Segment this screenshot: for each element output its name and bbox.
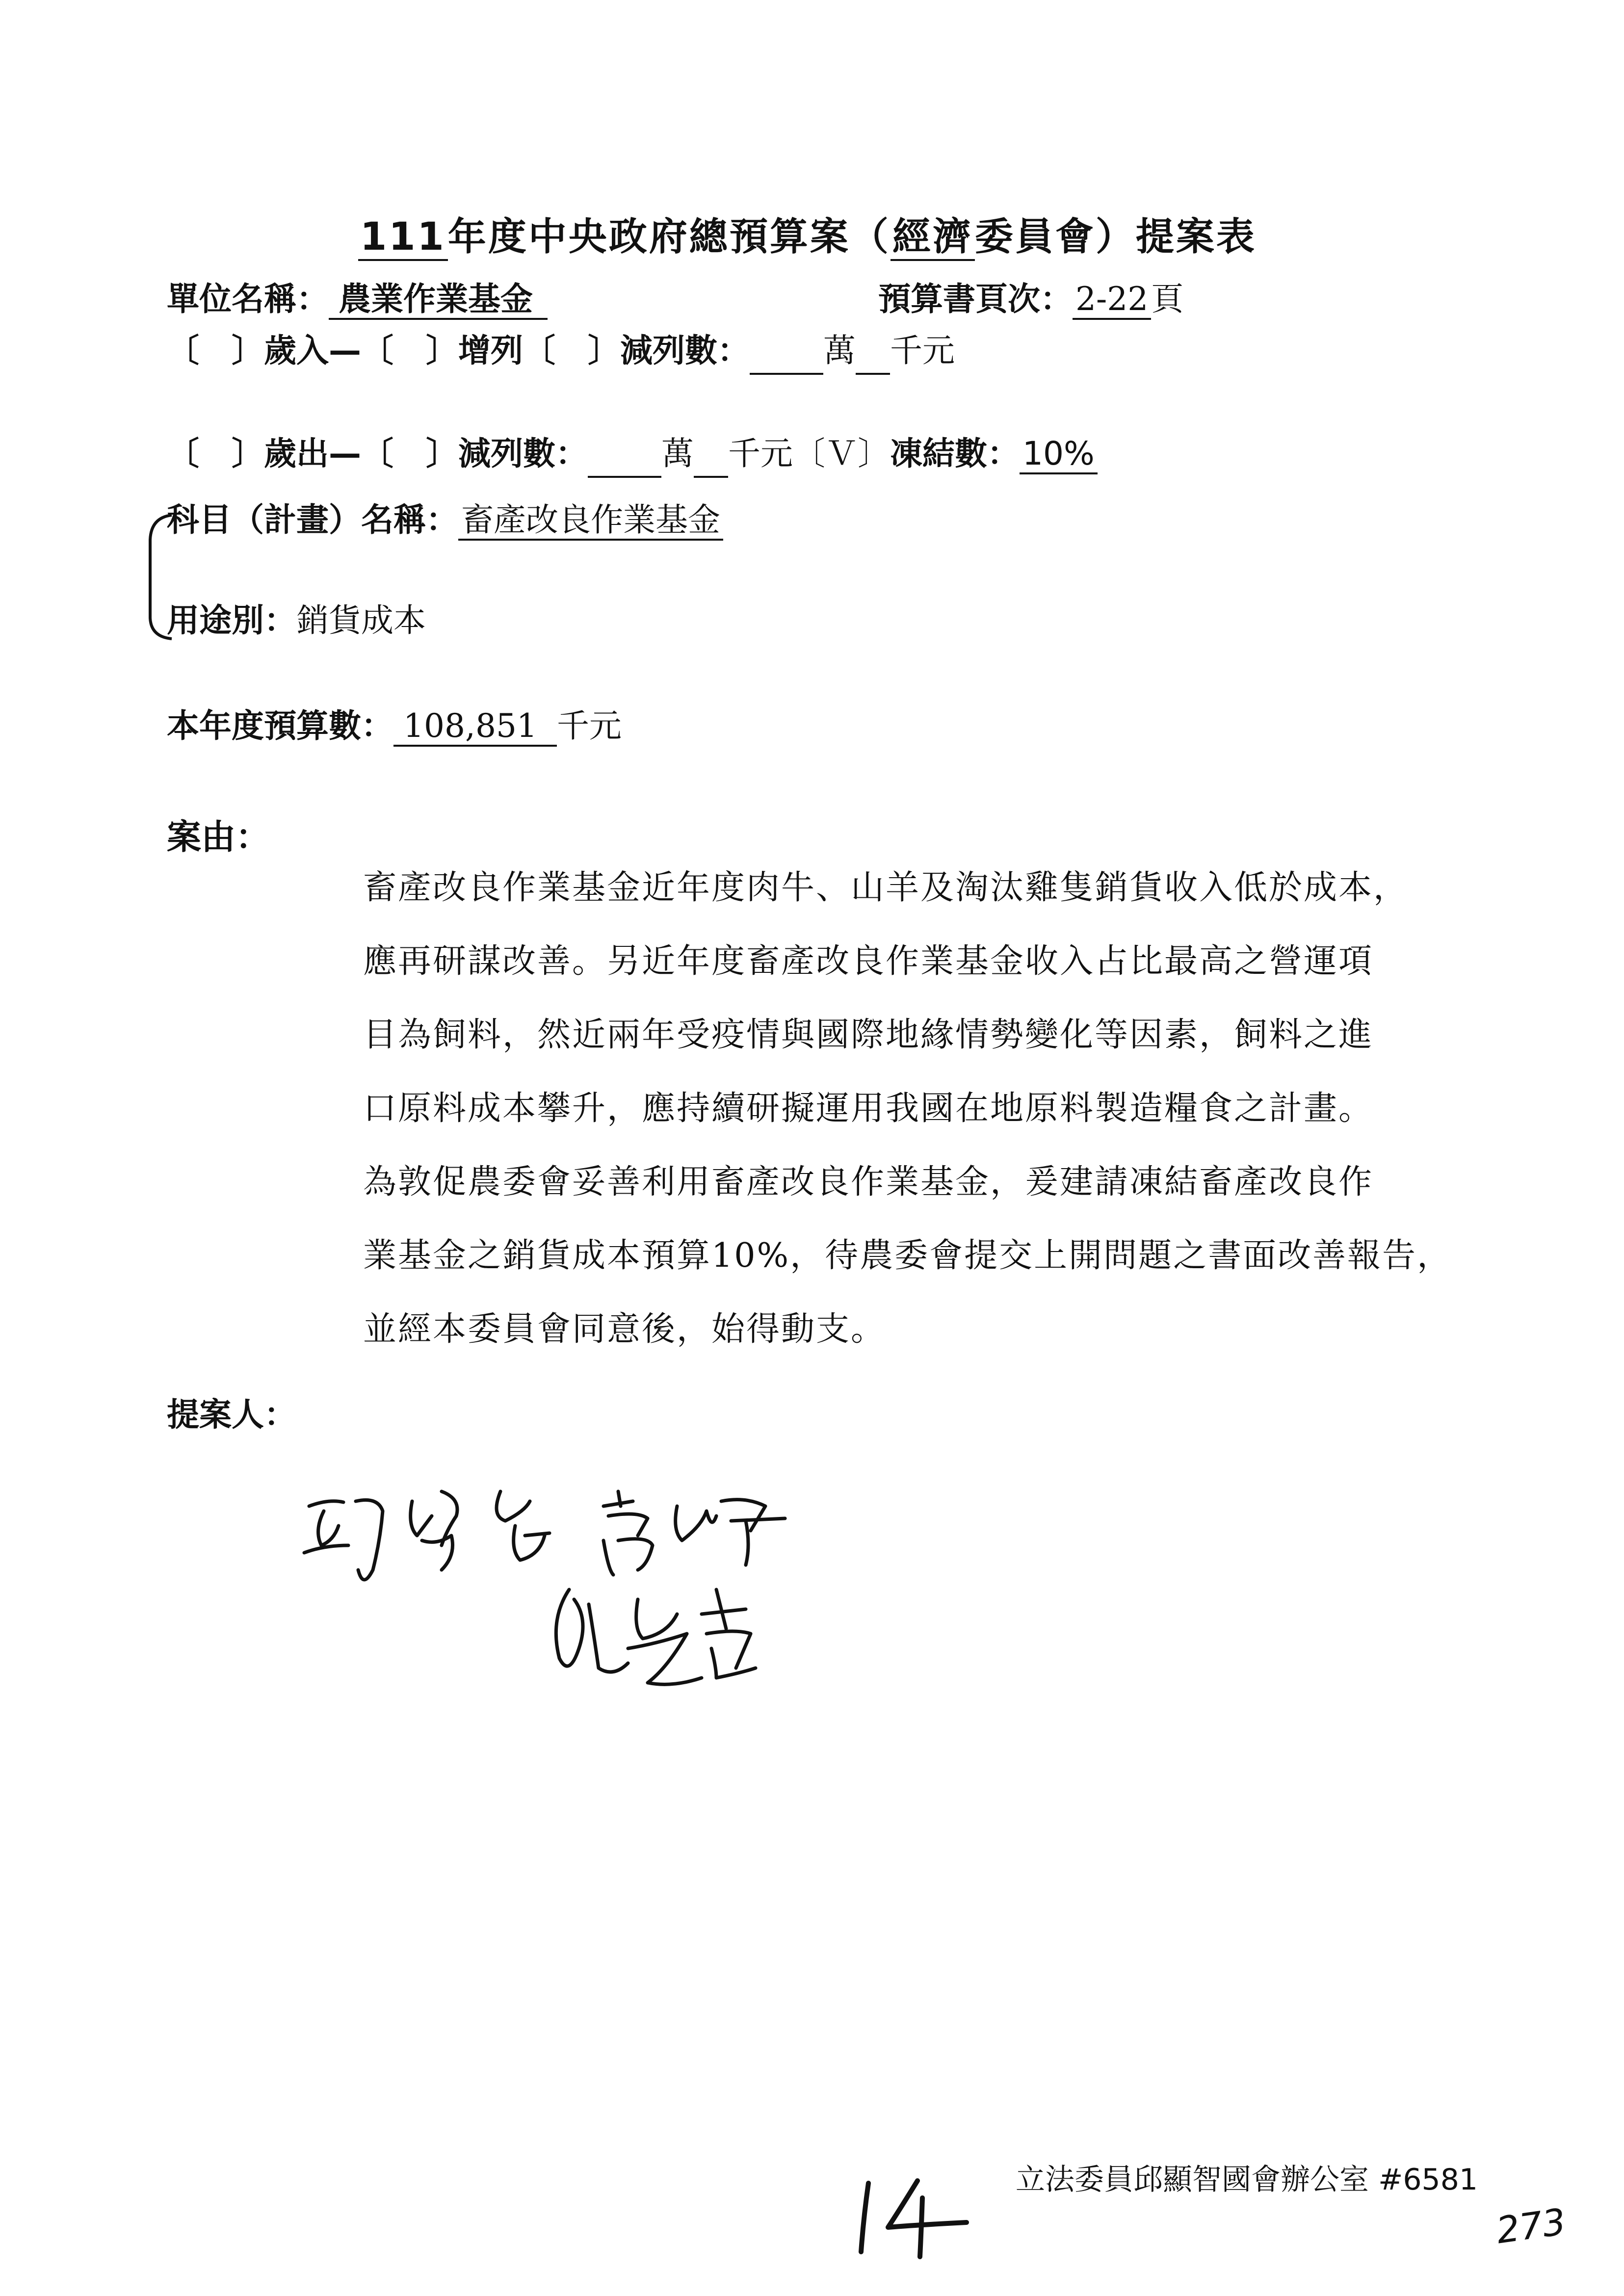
unit-row (167, 277, 548, 321)
revenue-text: 〔 〕歲入—〔 〕增列〔 〕減列數： (167, 332, 750, 369)
usage-row (167, 599, 426, 643)
office-footer: 立法委員邱顯智國會辦公室 #6581 (1016, 2163, 1478, 2197)
subject-row (167, 498, 723, 542)
reason-line: 目為飼料，然近兩年受疫情與國際地緣情勢變化等因素，飼料之進 (363, 1016, 1374, 1054)
title-part1: 年度中央政府總預算案（ (447, 215, 891, 259)
unit-label: 單位名稱： (167, 280, 329, 318)
usage-label: 用途別： (167, 601, 296, 639)
reason-line: 畜產改良作業基金近年度肉牛、山羊及淘汰雞隻銷貨收入低於成本， (363, 868, 1409, 907)
usage-value: 銷貨成本 (296, 601, 426, 639)
expense-qianyuan: 千元〔Ｖ〕 (728, 435, 890, 472)
expense-wan: 萬 (661, 435, 694, 472)
subject-value: 畜產改良作業基金 (458, 501, 723, 541)
budget-page-label: 預算書頁次： (878, 280, 1073, 318)
revenue-wan-blank (750, 329, 823, 375)
reason-line: 口原料成本攀升，應持續研擬運用我國在地原料製造糧食之計畫。 (363, 1089, 1374, 1128)
freeze-value: 10% (1020, 435, 1098, 474)
annual-budget-label: 本年度預算數： (167, 707, 393, 745)
proposer-label: 提案人： (167, 1396, 296, 1434)
reason-line: 為敦促農委會妥善利用畜產改良作業基金，爰建請凍結畜產改良作 (363, 1163, 1374, 1201)
reason-label: 案由： (167, 817, 270, 857)
annual-budget-value: 108,851 (393, 707, 557, 747)
annual-budget-unit: 千元 (556, 707, 622, 745)
annual-budget-row (167, 704, 622, 748)
form-title (358, 206, 1257, 261)
title-year: 111 (358, 215, 448, 261)
budget-page-suffix: 頁 (1151, 280, 1184, 318)
revenue-line (167, 329, 955, 375)
budget-page-row (878, 277, 1183, 321)
signature-handwriting (294, 1472, 981, 1776)
expense-line (167, 432, 1098, 478)
freeze-label: 凍結數： (890, 435, 1020, 472)
handwritten-number-text: 14 (844, 2168, 845, 2169)
unit-value: 農業作業基金 (329, 280, 548, 320)
expense-qian-blank (694, 432, 728, 478)
revenue-qian-blank (856, 329, 890, 375)
reason-line: 應再研謀改善。另近年度畜產改良作業基金收入占比最高之營運項 (363, 942, 1374, 981)
page-number: 273 (1493, 2200, 1569, 2252)
revenue-qianyuan: 千元 (890, 332, 955, 369)
handwritten-number-14 (844, 2168, 991, 2267)
reason-body (363, 851, 1452, 1366)
reason-line: 並經本委員會同意後，始得動支。 (363, 1310, 886, 1349)
title-part2: 委員會）提案表 (974, 215, 1257, 259)
expense-text: 〔 〕歲出—〔 〕減列數： (167, 435, 588, 472)
title-committee: 經濟 (891, 215, 975, 261)
revenue-wan: 萬 (823, 332, 856, 369)
subject-label: 科目（計畫）名稱： (167, 501, 458, 539)
expense-wan-blank (588, 432, 661, 478)
budget-page-value: 2-22 (1073, 280, 1151, 320)
reason-line: 業基金之銷貨成本預算10%，待農委會提交上開問題之書面改善報告， (363, 1236, 1452, 1275)
